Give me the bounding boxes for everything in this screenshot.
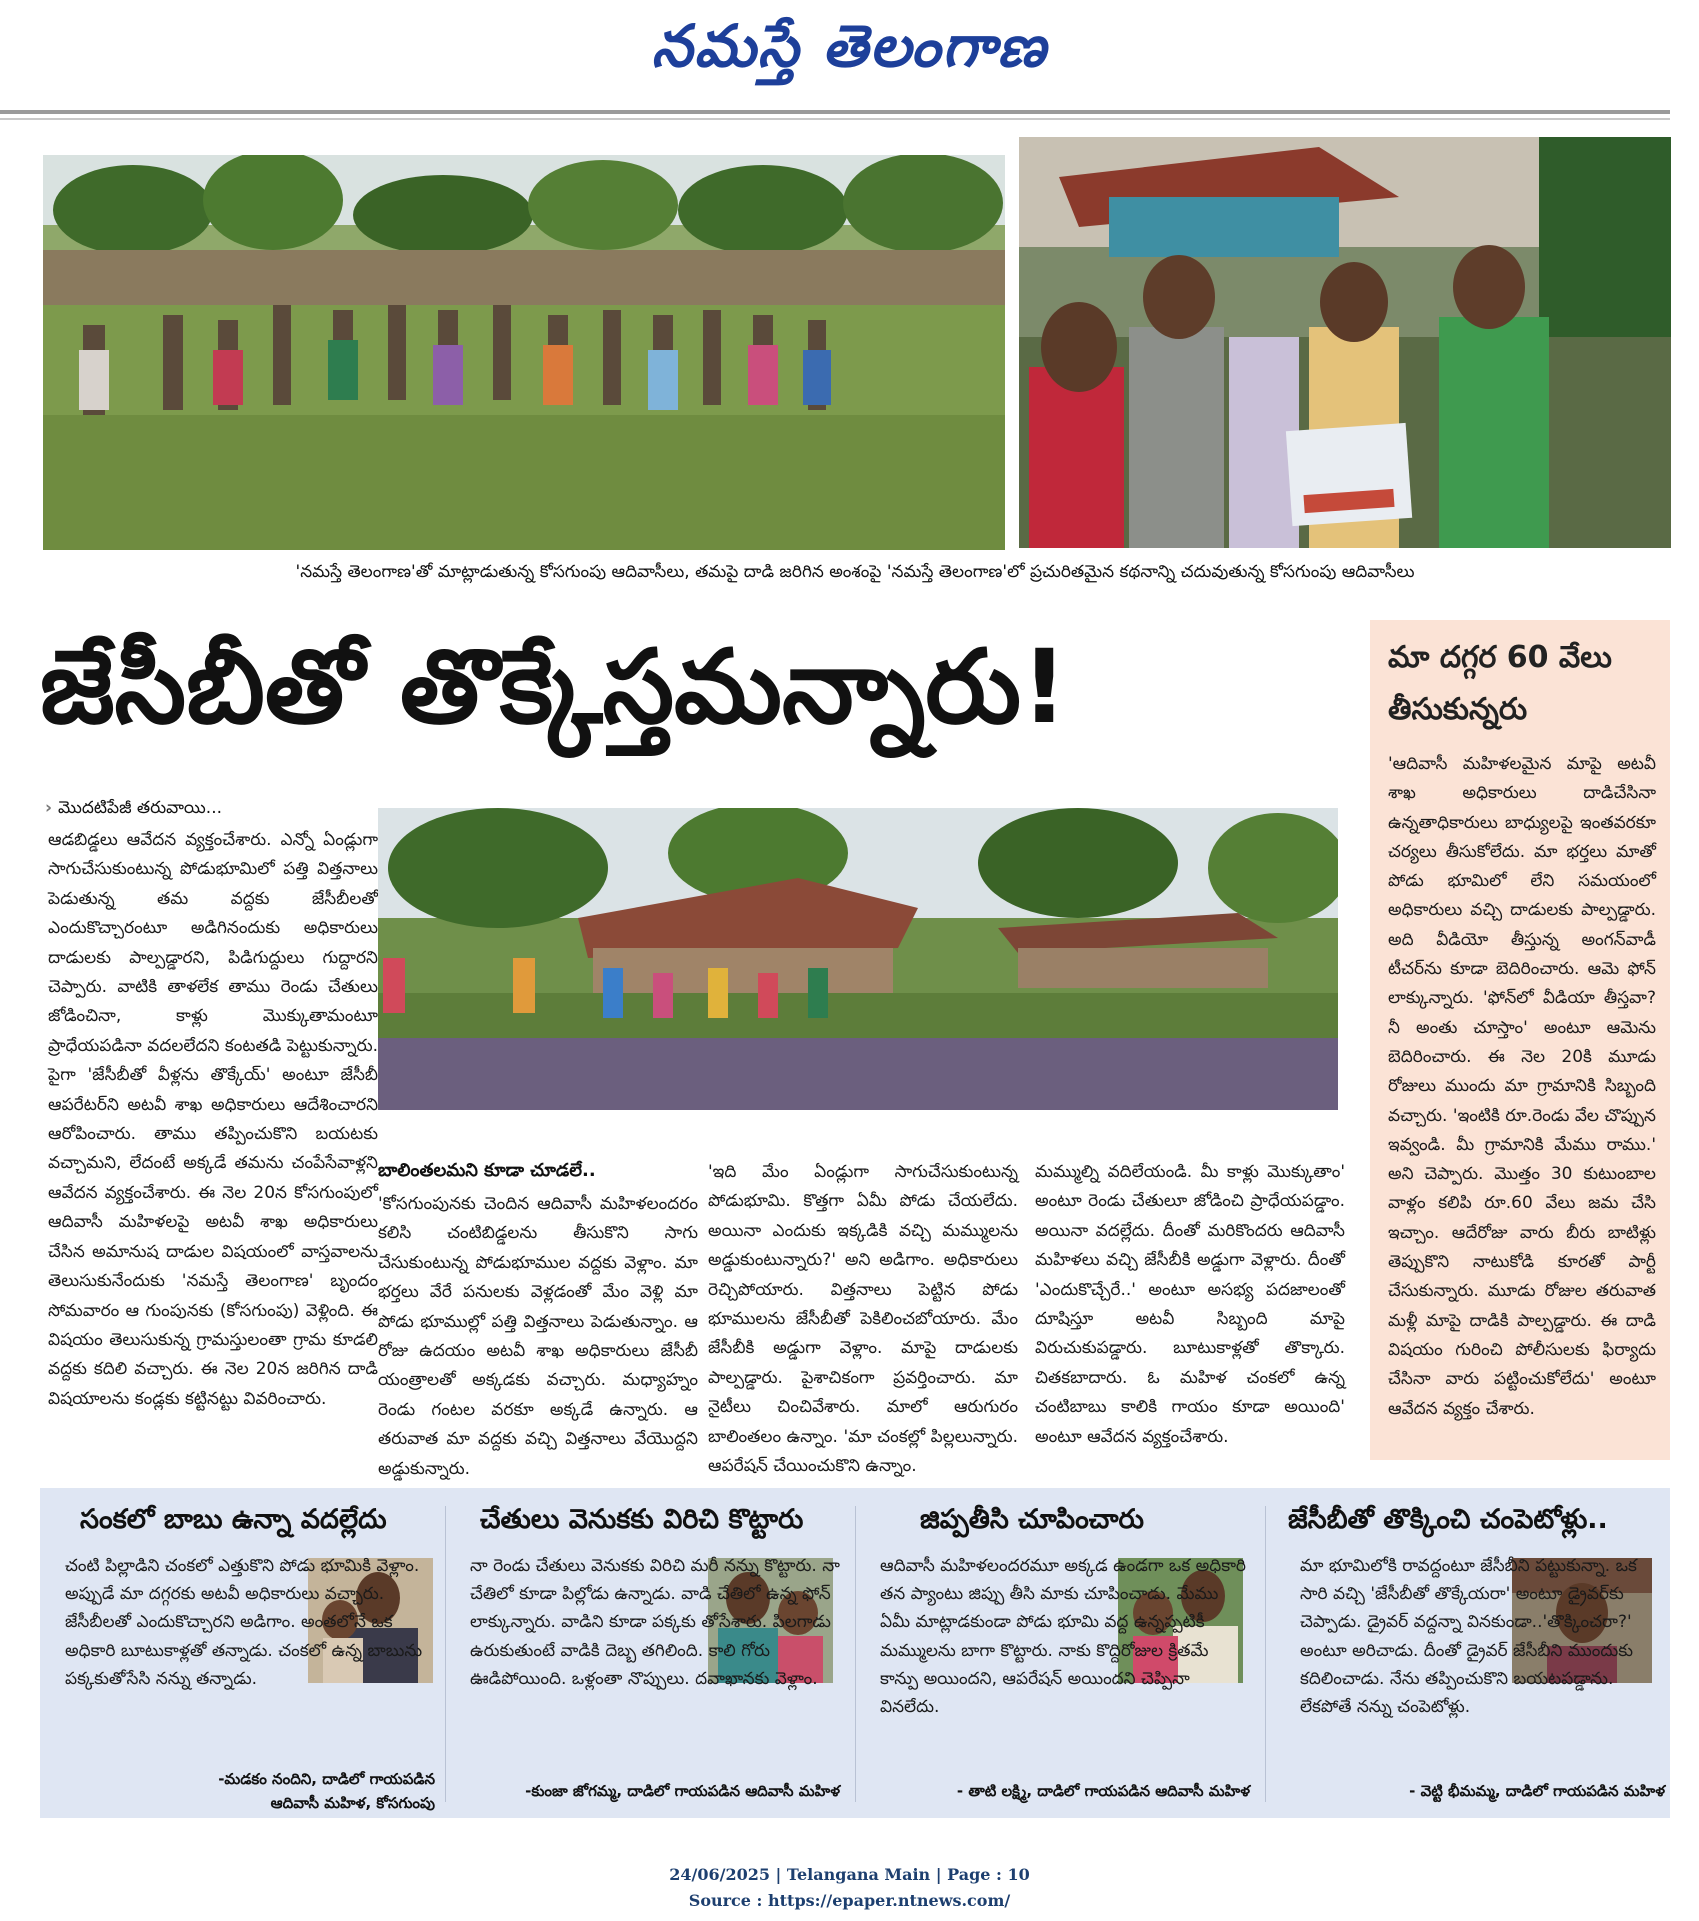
testimonials-box [40,1488,1670,1818]
photo-villagers-field [43,155,1005,550]
testimonial-signature: - తాటి లక్ష్మి, దాడిలో గాయపడిన ఆదివాసీ మహిళ [956,1782,1250,1800]
testimonial-3 [860,1488,1260,1818]
continuation-note [45,796,222,820]
footer-source[interactable]: Source : https://epaper.ntnews.com/ [688,1891,1011,1910]
column-divider [445,1506,446,1802]
testimonial-text: చంటి పిల్లాడిని చంకలో ఎత్తుకొని పోడు భూమికి వెళ్లాం. అప్పుడే మా దగ్గరకు అటవీ అధికారులు వచ్చారు. జేసీబీలతో ఎందుకొచ్చారని అడిగాం. అంతలోనే ఒక అధికారి బూటుకాళ్లతో తన్నాడు. చంకలో ఉన్న బాబును పక్కకుతోసేసి నన్ను తన్నాడు. [65,1556,423,1689]
photo-villagers-reading [1019,137,1671,548]
photo-caption: 'నమస్తే తెలంగాణ'తో మాట్లాడుతున్న కోసగుంపు ఆదివాసీలు, తమపై దాడి జరిగిన అంశంపై 'నమస్తే తెలంగాణ'లో ప్రచురితమైన కథనాన్ని చదువుతున్న కోసగుంపు ఆదివాసీలు [295,562,1415,582]
photo-village-huts [378,808,1338,1110]
continuation-text: మొదటిపేజీ తరువాయి... [58,798,223,818]
chevron-right-icon: › [45,798,53,818]
testimonial-2 [450,1488,850,1818]
sidebar-text: 'ఆదివాసీ మహిళలమైన మాపై అటవీ శాఖ అధికారులు దాడిచేసినా ఉన్నతాధికారులు బాధ్యులపై ఇంతవరకూ చర్యలు తీసుకోలేదు. మా భర్తలు మాతో పోడు భూమిలో లేని సమయంలో అధికారులు వచ్చి దాడులకు పాల్పడ్డారు. అది వీడియో తీస్తున్న అంగన్‌వాడీ టీచర్‌ను కూడా బెదిరించారు. ఆమె ఫోన్ లాక్కున్నారు. 'ఫోన్‌లో వీడియా తీస్తవా? నీ అంతు చూస్తాం' అంటూ ఆమెను బెదిరించారు. ఈ నెల 20కి మూడు రోజులు ముందు మా గ్రామానికి సిబ్బంది వచ్చారు. 'ఇంటికి రూ.రెండు వేల చొప్పున ఇవ్వండి. మీ గ్రామానికి మేము రాము.' అని చెప్పారు. మొత్తం 30 కుటుంబాల వాళ్లం కలిపి రూ.60 వేలు జమ చేసి ఇచ్చాం. ఆదేరోజు వారు బీరు బాటిళ్లు తెప్పుకొని నాటుకోడి కూరతో పార్టీ చేసుకున్నారు. మూడు రోజుల తరువాత మళ్లీ మాపై దాడికి పాల్పడ్డారు. ఈ దాడి విషయం గురించి పోలీసులకు ఫిర్యాదు చేసినా వారు పట్టించుకోలేదు' అంటూ ఆవేదన వ్యక్తం చేశారు. [1388,754,1656,1419]
article-column-1: ఆడబిడ్డలు ఆవేదన వ్యక్తంచేశారు. ఎన్నో ఏండ్లుగా సాగుచేసుకుంటున్న పోడుభూమిలో పత్తి విత్తనాలు పెడుతున్న తమ వద్దకు జేసీబీలతో ఎందుకొచ్చారంటూ అడిగినందుకు అధికారులు దాడులకు పాల్పడ్డారని, పిడిగుద్దులు గుద్దారని చెప్పారు. వాటికి తాళలేక తాము రెండు చేతులు జోడించినా, కాళ్లు మొక్కుతామంటూ ప్రాధేయపడినా వదలలేదని కంటతడి పెట్టుకున్నారు. పైగా 'జేసీబీతో వీళ్లను తొక్కేయ్' అంటూ జేసీబీ ఆపరేటర్‌ని అటవీ శాఖ అధికారులు ఆదేశించారని ఆరోపించారు. తాము తప్పించుకొని బయటకు వచ్చామని, లేదంటే అక్కడే తమను చంపేసేవాళ్లని ఆవేదన వ్యక్తంచేశారు. ఈ నెల 20న కోసగుంపులో ఆదివాసీ మహిళలపై అటవీ శాఖ అధికారులు చేసిన అమానుష దాడుల విషయంలో వాస్తవాలను తెలుసుకునేందుకు 'నమస్తే తెలంగాణ' బృందం సోమవారం ఆ గుంపునకు (కోసగుంపు) వెళ్లింది. ఈ విషయం తెలుసుకున్న గ్రామస్తులంతా గ్రామ కూడలి వద్దకు కదిలి వచ్చారు. ఈ నెల 20న జరిగిన దాడి విషయాలను కండ్లకు కట్టినట్టు వివరించారు. [48,830,378,1409]
testimonial-signature: -మడకం నందిని, దాడిలో గాయపడిన [218,1770,435,1788]
testimonial-1 [40,1488,440,1818]
article-column-2: 'కోసగుంపునకు చెందిన ఆదివాసీ మహిళలందరం కలిసి చంటిబిడ్డలను తీసుకొని సాగు చేసుకుంటున్న పోడుభూముల వద్దకు వెళ్లాం. మా భర్తలు వేరే పనులకు వెళ్లడంతో మేం వెళ్లి మా పోడు భూముల్లో పత్తి విత్తనాలు పెడుతున్నాం. ఆ రోజు ఉదయం అటవీ శాఖ అధికారులు జేసీబీ యంత్రాలతో అక్కడకు వచ్చారు. మధ్యాహ్నం రెండు గంటల వరకూ అక్కడే ఉన్నారు. ఆ తరువాత మా వద్దకు వచ్చి విత్తనాలు వేయొద్దని అడ్డుకున్నారు. [378,1194,698,1479]
column-divider [1265,1506,1266,1802]
testimonial-title: జేసీబీతో తొక్కించి చంపెటోళ్లు.. [1288,1504,1608,1535]
column-2-subhead: బాలింతలమని కూడా చూడలే.. [378,1160,596,1181]
testimonial-signature-2: ఆదివాసీ మహిళ, కోసగుంపు [270,1794,435,1812]
page-footer [0,1862,1699,1914]
testimonial-text: ఆదివాసీ మహిళలందరమూ అక్కడ ఉండగా ఒక అధికారి తన ప్యాంటు జిప్పు తీసి మాకు చూపించాడు. మేము ఏమీ మాట్లాడకుండా పోడు భూమి వద్ద ఉన్నప్పటికీ మమ్ములను బాగా కొట్టారు. నాకు కొద్దిరోజుల క్రితమే కాన్పు అయిందని, ఆపరేషన్ అయిందని చెప్పినా వినలేదు. [880,1556,1247,1718]
masthead-rule [0,110,1670,114]
article-column-3: 'ఇది మేం ఏండ్లుగా సాగుచేసుకుంటున్న పోడుభూమి. కొత్తగా ఏమీ పోడు చేయలేదు. అయినా ఎందుకు ఇక్కడికి వచ్చి మమ్ములను అడ్డుకుంటున్నారు?' అని అడిగాం. అధికారులు రెచ్చిపోయారు. విత్తనాలు పెట్టిన పోడు భూములను జేసీబీతో పెకిలించబోయారు. మేం జేసీబీకి అడ్డుగా వెళ్లాం. మాపై దాడులకు పాల్పడ్డారు. పైశాచికంగా ప్రవర్తించారు. మా నైటీలు చించివేశారు. మాలో ఆరుగురం బాలింతలం ఉన్నాం. 'మా చంకల్లో పిల్లలున్నారు. ఆపరేషన్ చేయించుకొని ఉన్నాం. [708,1162,1018,1477]
sidebar-box [1370,620,1670,1460]
column-divider [855,1506,856,1802]
testimonial-signature: - వెట్టి భీమమ్మ, దాడిలో గాయపడిన మహిళ [1409,1782,1665,1800]
masthead-rule-thin [0,118,1670,120]
testimonial-text: మా భూమిలోకి రావద్దంటూ జేసీబీని పట్టుకున్నా. ఒక సారి వచ్చి 'జేసీబీతో తొక్కేయరా' అంటూ డ్రైవర్‌కు చెప్పాడు. డ్రైవర్ వద్దన్నా వినకుండా..'తొక్కించరా?' అంటూ అరిచాడు. దీంతో డ్రైవర్ జేసీబీని ముందుకు కదిలించాడు. నేను తప్పించుకొని బయటపడ్డాను. లేకపోతే నన్ను చంపెటోళ్లు. [1300,1556,1637,1718]
testimonial-signature: -కుంజా జోగమ్మ, దాడిలో గాయపడిన ఆదివాసీ మహిళ [525,1782,840,1800]
testimonial-title: జిప్పతీసి చూపించారు [920,1504,1144,1535]
article-column-4: మమ్ముల్ని వదిలేయండి. మీ కాళ్లు మొక్కుతాం' అంటూ రెండు చేతులూ జోడించి ప్రాధేయపడ్డాం. అయినా వదల్లేదు. దీంతో మరికొందరు ఆదివాసీ మహిళలు వచ్చి జేసీబీకి అడ్డుగా వెళ్లారు. దీంతో 'ఎందుకొచ్చేరే..' అంటూ అసభ్య పదజాలంతో దూషిస్తూ అటవీ సిబ్బంది మాపై విరుచుకుపడ్డారు. బూటుకాళ్లతో తొక్కారు. చితకబాదారు. ఓ మహిళ చంకలో ఉన్న చంటిబాబు కాలికి గాయం కూడా అయింది' అంటూ ఆవేదన వ్యక్తంచేశారు. [1035,1162,1345,1447]
testimonial-4 [1270,1488,1670,1818]
testimonial-title: సంకలో బాబు ఉన్నా వదల్లేదు [80,1504,387,1535]
newspaper-logo: నమస్తే తెలంగాణ [651,12,1048,80]
masthead [0,0,1699,108]
testimonial-text: నా రెండు చేతులు వెనుకకు విరిచి మరీ నన్ను కొట్టారు. నా చేతిలో కూడా పిల్లోడు ఉన్నాడు. వాడి చేతిలో ఉన్న ఫోన్ లాక్కున్నారు. వాడిని కూడా పక్కకు తోసేశారు. పిలగాడు ఉరుకుతుంటే వాడికి దెబ్బ తగిలింది. కాలి గోరు ఊడిపోయింది. ఒళ్లంతా నొప్పులు. దవాఖానకు వెళ్లాం. [470,1556,840,1689]
main-headline: జేసీబీతో తొక్కేస్తమన్నారు! [40,628,1068,747]
sidebar-title: మా దగ్గర 60 వేలు తీసుకున్నరు [1388,640,1612,727]
footer-date-page: 24/06/2025 | Telangana Main | Page : 10 [669,1865,1030,1884]
testimonial-title: చేతులు వెనుకకు విరిచి కొట్టారు [480,1504,804,1535]
